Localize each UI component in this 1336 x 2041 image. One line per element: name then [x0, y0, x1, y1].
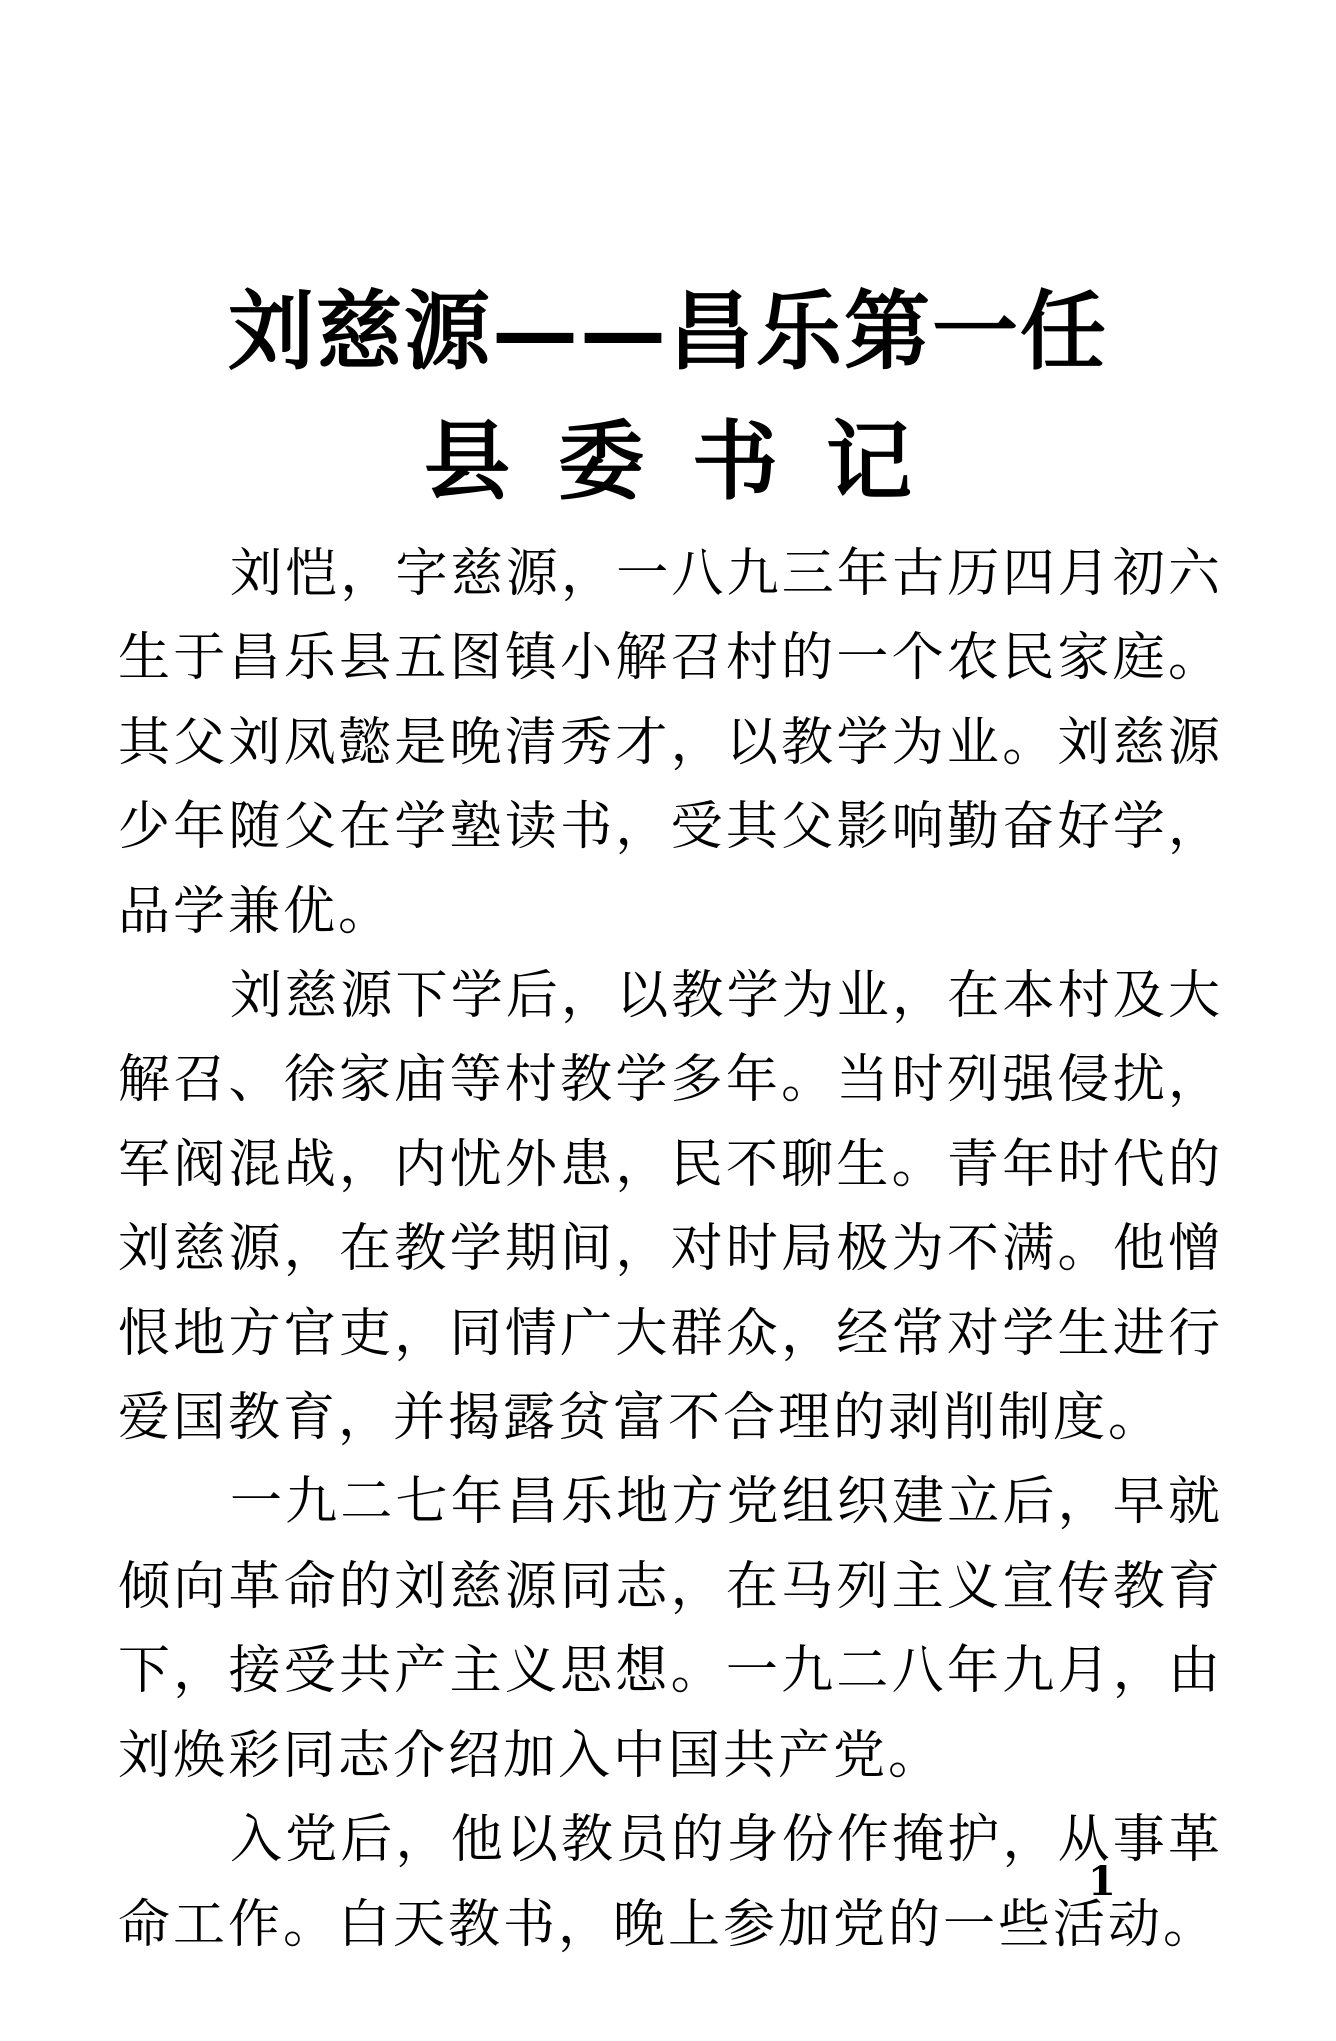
page-title-line-2: 县委书记 [424, 411, 960, 512]
page-title-line-1: 刘慈源——昌乐第一任 [228, 281, 1108, 382]
paragraph-4: 入党后，他以教员的身份作掩护，从事革命工作。白天教书，晚上参加党的一些活动。 [118, 1810, 1223, 1955]
paragraph-3: 一九二七年昌乐地方党组织建立后，早就倾向革命的刘慈源同志，在马列主义宣传教育下，接受共产主义思想。一九二八年九月，由刘焕彩同志介绍加入中国共产党。 [118, 1472, 1223, 1786]
article-body [118, 532, 1223, 1967]
paragraph-2: 刘慈源下学后，以教学为业，在本村及大解召、徐家庙等村教学多年。当时列强侵扰，军阀混战，内忧外患，民不聊生。青年时代的刘慈源，在教学期间，对时局极为不满。他憎恨地方官吏，同情广大群众，经常对学生进行爱国教育，并揭露贫富不合理的剥削制度。 [118, 966, 1223, 1449]
page-number: 1 [1088, 1858, 1116, 1905]
paragraph-1: 刘恺，字慈源，一八九三年古历四月初六生于昌乐县五图镇小解召村的一个农民家庭。其父刘凤懿是晚清秀才，以教学为业。刘慈源少年随父在学塾读书，受其父影响勤奋好学，品学兼优。 [118, 544, 1223, 942]
